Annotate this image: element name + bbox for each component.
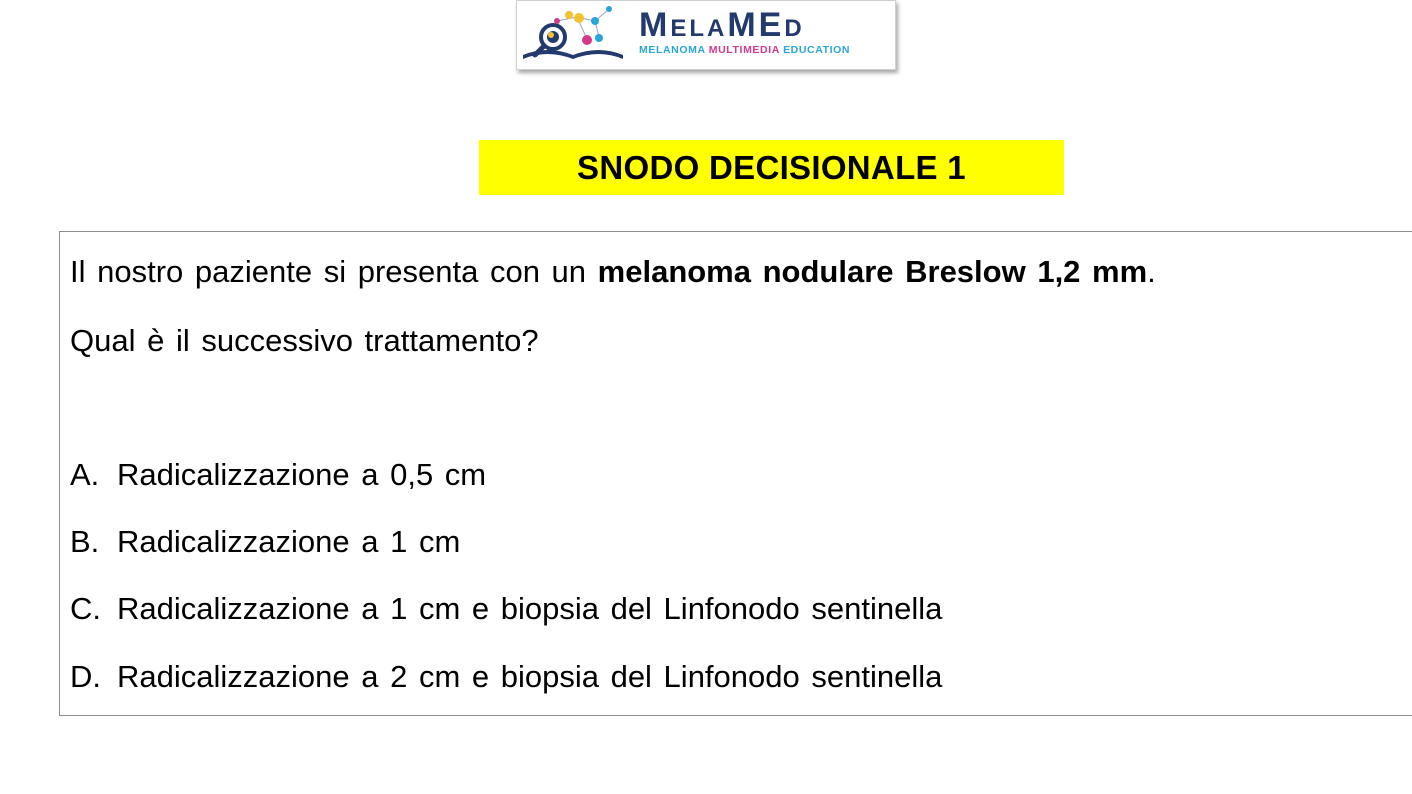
logo-subtitle-melanoma: MELANOMA	[639, 44, 706, 56]
option-letter: C.	[70, 591, 101, 626]
option-c[interactable]	[70, 591, 942, 627]
book-magnifier-icon	[517, 1, 637, 71]
option-a[interactable]	[70, 457, 486, 493]
title-banner	[479, 140, 1064, 195]
question-highlight: melanoma nodulare Breslow 1,2 mm	[597, 254, 1148, 289]
question-box	[59, 231, 1412, 716]
logo-subtitle	[639, 43, 850, 57]
option-text: Radicalizzazione a 0,5 cm	[117, 457, 487, 492]
option-b[interactable]	[70, 524, 460, 560]
option-letter: D.	[70, 659, 101, 694]
melamed-logo	[516, 0, 896, 70]
logo-wordmark: MelaMEd	[639, 6, 805, 44]
logo-subtitle-multimedia: MULTIMEDIA	[708, 44, 780, 56]
option-d[interactable]	[70, 659, 942, 695]
question-prompt: Qual è il successivo trattamento?	[70, 323, 539, 358]
option-text: Radicalizzazione a 1 cm e biopsia del Linfonodo sentinella	[117, 591, 943, 626]
option-letter: A.	[70, 457, 100, 492]
logo-subtitle-education: EDUCATION	[783, 44, 851, 56]
slide-title: SNODO DECISIONALE 1	[577, 148, 966, 186]
question-statement	[70, 254, 1156, 290]
question-intro: Il nostro paziente si presenta con un	[70, 254, 598, 289]
option-letter: B.	[70, 524, 100, 559]
question-end: .	[1147, 254, 1156, 289]
option-text: Radicalizzazione a 1 cm	[117, 524, 461, 559]
option-text: Radicalizzazione a 2 cm e biopsia del Linfonodo sentinella	[117, 659, 943, 694]
